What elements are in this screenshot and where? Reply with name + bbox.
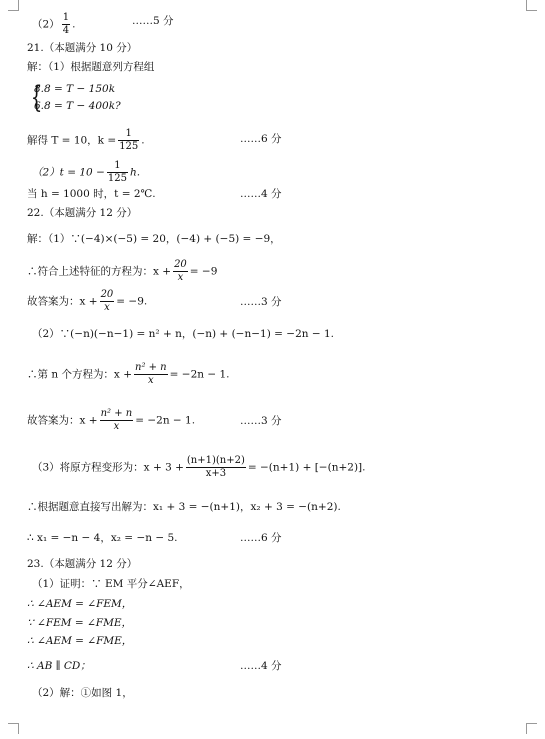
denominator: x — [100, 420, 134, 433]
solution-line: 解：（1）根据题意列方程组 — [27, 61, 155, 73]
denominator: x — [100, 301, 115, 314]
score-mark: ……6 分 — [240, 133, 282, 145]
score-mark: ……6 分 — [240, 532, 282, 544]
numerator: n² + n — [135, 362, 167, 373]
corner-mark-top-right — [526, 0, 537, 11]
system-brace: { — [30, 80, 43, 115]
solution-line: ∴ ∠AEM = ∠FEM， — [27, 598, 133, 610]
text: 解得 T = 10，k = — [27, 134, 117, 147]
fraction — [173, 259, 188, 284]
solution-line: ∴ x₁ = −n − 4，x₂ = −n − 5. — [27, 532, 178, 544]
text: . — [141, 134, 145, 147]
text: = −9. — [116, 295, 148, 308]
denominator: x — [173, 271, 188, 284]
fraction — [107, 160, 128, 185]
denominator: x+3 — [186, 467, 246, 480]
fraction — [134, 362, 168, 387]
solution-line — [27, 362, 230, 387]
numerator: 1 — [125, 128, 132, 139]
numerator: (n+1)(n+2) — [186, 455, 245, 466]
solution-line — [32, 160, 140, 185]
solution-line: ∴ AB ∥ CD； — [27, 660, 91, 672]
corner-mark-bottom-left — [8, 723, 19, 734]
text: （3）将原方程变形为：x + 3 + — [32, 461, 184, 474]
solution-line: （1）证明：∵ EM 平分∠AEF， — [32, 578, 190, 590]
solution-line: （2）∵(−n)(−n−1) = n² + n，(−n) + (−n−1) = −2n − 1. — [32, 328, 335, 340]
numerator: 20 — [174, 259, 187, 270]
solution-line: 解：（1）∵(−4)×(−5) = 20，(−4) + (−5) = −9， — [27, 233, 281, 245]
solution-line: ∴根据题意直接写出解为：x₁ + 3 = −(n+1)，x₂ + 3 = −(n+2). — [27, 501, 341, 513]
question-title: 21.（本题满分 10 分） — [27, 42, 138, 54]
solution-line — [32, 455, 365, 480]
equation-line: 6.8 = T − 400k? — [34, 100, 121, 112]
text: = −9 — [189, 265, 218, 278]
fraction — [100, 408, 134, 433]
text: . — [72, 18, 76, 31]
numerator: 1 — [114, 160, 121, 171]
fraction — [186, 455, 246, 480]
text: ∴第 n 个方程为：x + — [27, 368, 132, 381]
text: （2）t = 10 − — [32, 166, 105, 179]
answer-line — [32, 12, 75, 37]
text: = −2n − 1. — [169, 368, 230, 381]
text: ∴符合上述特征的方程为：x + — [27, 265, 172, 278]
question-title: 23.（本题满分 12 分） — [27, 558, 138, 570]
corner-mark-bottom-right — [526, 723, 537, 734]
solution-line — [27, 128, 145, 153]
denominator: 125 — [119, 141, 139, 152]
corner-mark-top-left — [8, 0, 19, 11]
denominator: 4 — [62, 25, 70, 36]
fraction — [100, 289, 115, 314]
solution-line: 当 h = 1000 时，t = 2℃. — [27, 188, 156, 200]
score-mark: ……4 分 — [240, 660, 282, 672]
text: （2） — [32, 18, 60, 31]
numerator: 20 — [100, 289, 114, 300]
question-title: 22.（本题满分 12 分） — [27, 207, 138, 219]
solution-line — [27, 408, 195, 433]
denominator: x — [134, 374, 168, 387]
numerator: 1 — [62, 12, 70, 23]
text: 故答案为：x + — [27, 414, 98, 427]
solution-line — [27, 289, 147, 314]
score-mark: ……5 分 — [132, 15, 174, 27]
solution-line: （2）解：①如图 1， — [32, 687, 133, 699]
score-mark: ……3 分 — [240, 415, 282, 427]
text: = −2n − 1. — [135, 414, 196, 427]
text: h. — [129, 166, 141, 179]
fraction — [62, 12, 70, 37]
solution-line: ∴ ∠AEM = ∠FME， — [27, 635, 133, 647]
score-mark: ……4 分 — [240, 188, 282, 200]
solution-line: ∵ ∠FEM = ∠FME， — [27, 617, 132, 629]
equation-line: 8.8 = T − 150k — [34, 83, 116, 95]
text: 故答案为：x + — [27, 295, 98, 308]
fraction — [118, 128, 139, 153]
denominator: 125 — [107, 173, 127, 184]
text: = −(n+1) + [−(n+2)]. — [247, 461, 366, 474]
numerator: n² + n — [100, 408, 133, 419]
solution-line — [27, 259, 217, 284]
score-mark: ……3 分 — [240, 296, 282, 308]
